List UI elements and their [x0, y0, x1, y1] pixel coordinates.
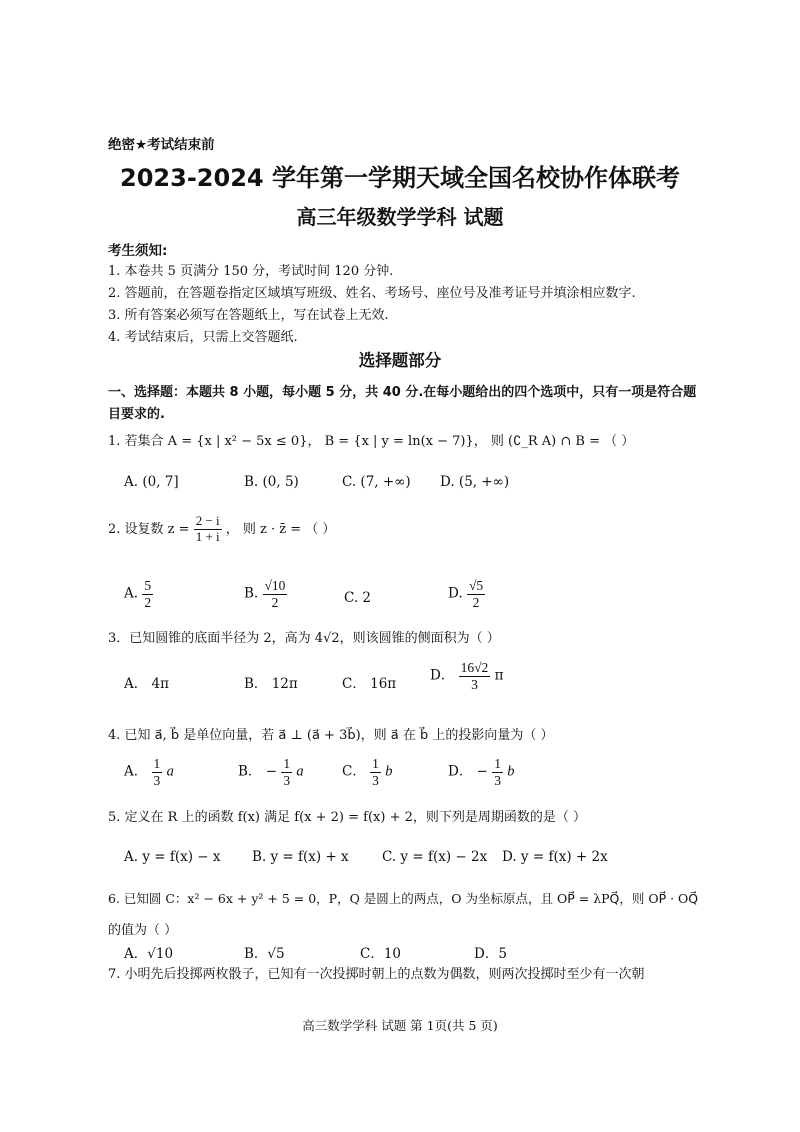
question-5-stem: 5. 定义在 R 上的函数 f(x) 满足 f(x + 2) = f(x) + 2，则下列是周期函数的是（ ）	[108, 810, 586, 825]
fraction-denominator: 2	[271, 594, 279, 610]
fraction-denominator: 3	[372, 772, 379, 788]
fraction-denominator: 3	[471, 676, 478, 692]
fraction-numerator: 1	[372, 756, 379, 771]
option-fraction	[281, 756, 292, 788]
option-label: D．	[448, 763, 473, 780]
option-vector: b⃗	[385, 763, 404, 780]
notice-item: 2. 答题前，在答题卷指定区域填写班级、姓名、考场号、座位号及准考证号并填涂相应数字.	[108, 286, 636, 301]
question-4-option-c	[342, 756, 404, 788]
question-5-option-c: C. y = f(x) − 2x	[382, 849, 488, 865]
question-1-option-a: A. (0, 7]	[124, 474, 179, 490]
question-3-option-b: B． 12π	[244, 676, 298, 692]
exam-title: 2023-2024 学年第一学期天域全国名校协作体联考	[120, 164, 680, 192]
part-heading: 一、选择题：本题共 8 小题，每小题 5 分，共 40 分.在每小题给出的四个选项中，只有一项是符合题目要求的.	[108, 385, 697, 422]
question-6-stem-line2: 的值为（ ）	[108, 923, 178, 938]
option-fraction	[492, 756, 503, 788]
question-3-stem: 3．已知圆锥的底面半径为 2，高为 4√2，则该圆锥的侧面积为（ ）	[108, 631, 500, 646]
fraction-numerator: 1	[153, 756, 161, 771]
option-label: A．	[124, 763, 148, 780]
question-2-option-b	[244, 578, 287, 610]
notice-item: 1. 本卷共 5 页满分 150 分，考试时间 120 分钟.	[108, 264, 394, 279]
option-fraction	[142, 578, 153, 610]
option-fraction	[370, 756, 381, 788]
option-label: C．	[342, 763, 366, 780]
option-label: D．	[430, 667, 455, 684]
question-7-stem: 7. 小明先后投掷两枚骰子，已知有一次投掷时朝上的点数为偶数，则两次投掷时至少有一次朝	[108, 967, 645, 982]
question-6-option-c: C．10	[360, 946, 402, 962]
fraction-numerator: 1	[283, 756, 291, 771]
option-label: B．	[238, 763, 262, 780]
fraction-denominator: 3	[494, 772, 501, 788]
option-fraction	[467, 578, 485, 610]
fraction-numerator: 5	[144, 578, 152, 593]
fraction-denominator: 3	[153, 772, 161, 788]
question-2-option-a	[124, 578, 153, 610]
option-fraction	[459, 660, 491, 692]
question-6-option-b: B．√5	[244, 946, 285, 962]
option-sign: −	[265, 763, 278, 780]
question-4-option-a	[124, 756, 185, 788]
question-2-suffix: ， 则 z · z̄ = （ ）	[225, 521, 336, 537]
exam-subtitle: 高三年级数学学科 试题	[296, 205, 504, 229]
question-6-option-a: A．√10	[124, 946, 174, 962]
question-2-option-d	[448, 578, 485, 610]
fraction-numerator: 1	[494, 756, 501, 771]
option-fraction	[152, 756, 163, 788]
option-vector: a⃗	[166, 763, 186, 780]
question-2-fraction	[194, 514, 222, 545]
notice-heading: 考生须知:	[108, 243, 168, 259]
section-title: 选择题部分	[358, 351, 442, 370]
question-4-option-d	[448, 756, 526, 788]
option-sign: −	[476, 763, 488, 780]
option-label: A.	[124, 585, 139, 602]
question-2-option-c: C. 2	[344, 590, 372, 606]
fraction-numerator: √5	[468, 578, 484, 593]
question-4-stem: 4. 已知 a⃗, b⃗ 是单位向量，若 a⃗ ⊥ (a⃗ + 3b⃗)，则 a⃗ 在 b⃗ 上的投影向量为（ ）	[108, 728, 554, 743]
question-5-option-b: B. y = f(x) + x	[252, 849, 349, 865]
question-5-option-d: D. y = f(x) + 2x	[502, 849, 608, 865]
fraction-numerator: 16√2	[460, 660, 489, 675]
option-vector: b⃗	[507, 763, 526, 780]
page-footer: 高三数学学科 试题 第 1页(共 5 页)	[302, 1018, 498, 1033]
fraction-numerator: √10	[264, 578, 286, 593]
option-vector: a⃗	[296, 763, 315, 780]
notice-item: 4. 考试结束后，只需上交答题纸.	[108, 330, 298, 345]
question-3-option-c: C． 16π	[342, 676, 397, 692]
notice-item: 3. 所有答案必须写在答题纸上，写在试卷上无效.	[108, 308, 389, 323]
option-label: B.	[244, 585, 259, 602]
question-6-stem-line1: 6. 已知圆 C：x² − 6x + y² + 5 = 0，P，Q 是圆上的两点，O 为坐标原点，且 OP⃗ = λPQ⃗，则 OP⃗ · OQ⃗	[108, 891, 699, 906]
question-3-option-a: A． 4π	[124, 676, 170, 692]
confidential-label: 绝密★考试结束前	[108, 137, 215, 153]
question-2-prefix: 2. 设复数 z =	[108, 521, 190, 537]
question-4-option-b	[238, 756, 315, 788]
fraction-denominator: 3	[283, 772, 291, 788]
fraction-denominator: 1 + i	[195, 528, 220, 544]
fraction-denominator: 2	[144, 594, 152, 610]
question-1-option-c: C. (7, +∞)	[342, 474, 411, 490]
question-1-option-d: D. (5, +∞)	[440, 474, 510, 490]
option-suffix: π	[494, 667, 504, 684]
question-6-option-d: D．5	[474, 946, 507, 962]
question-1-stem: 1. 若集合 A = {x | x² − 5x ≤ 0}， B = {x | y = ln(x − 7)}， 则 (∁_R A) ∩ B = （ ）	[108, 434, 635, 449]
option-label: D.	[448, 585, 463, 602]
question-2-stem	[108, 514, 335, 545]
option-fraction	[263, 578, 288, 610]
fraction-denominator: 2	[472, 594, 480, 610]
question-3-option-d	[430, 660, 503, 692]
question-1-option-b: B. (0, 5)	[244, 474, 299, 490]
question-5-option-a: A. y = f(x) − x	[124, 849, 221, 865]
fraction-numerator: 2 − i	[195, 513, 220, 528]
